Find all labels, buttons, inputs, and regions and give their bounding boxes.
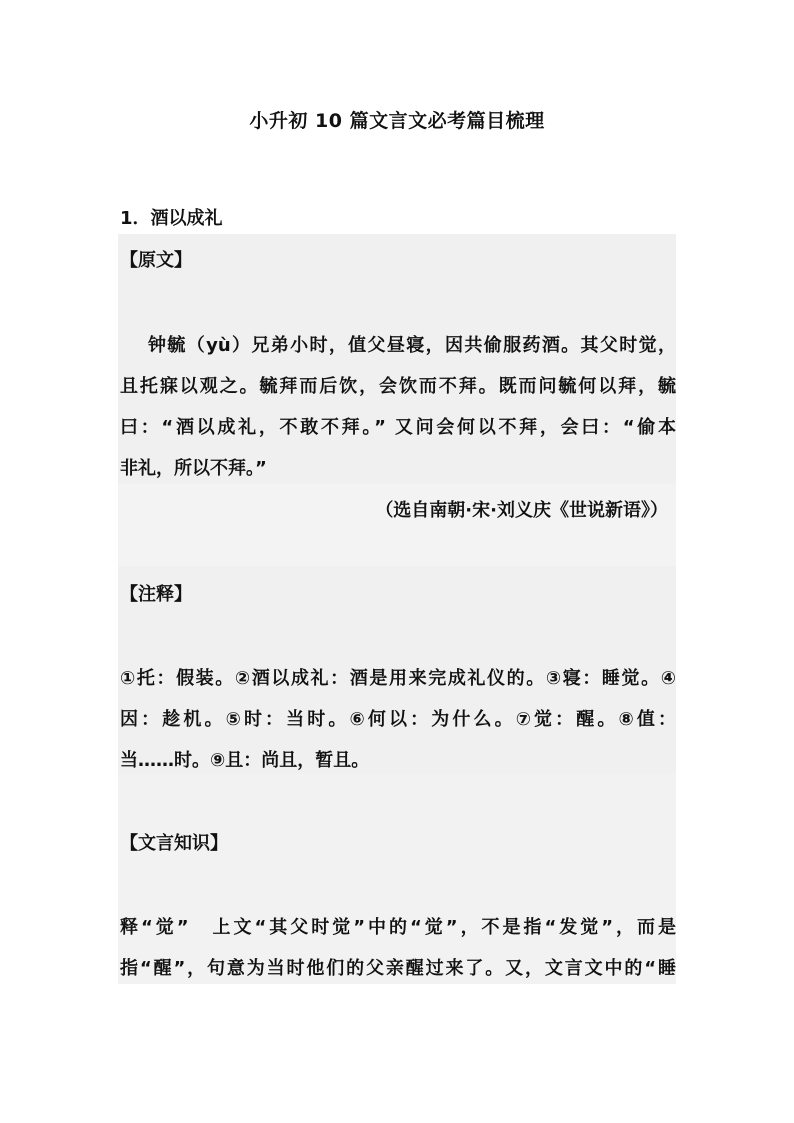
notes-label: 【注释】 [120, 584, 192, 605]
section-title: 酒以成礼 [150, 208, 223, 229]
knowledge-shade [118, 774, 676, 984]
original-line-1: 钟毓（yù）兄弟小时，值父昼寝，因共偷服药酒。其父时觉， [148, 335, 676, 356]
original-label: 【原文】 [120, 250, 192, 271]
notes-line-1: ①托：假装。②酒以成礼：酒是用来完成礼仪的。③寝：睡觉。④ [120, 668, 676, 689]
original-line-4: 非礼，所以不拜。” [120, 458, 267, 479]
source-citation: （选自南朝·宋·刘义庆《世说新语》） [375, 500, 668, 521]
original-line-3: 曰：“酒以成礼，不敢不拜。” 又问会何以不拜，会曰：“偷本 [120, 417, 676, 438]
original-shade [118, 234, 676, 484]
section-heading [120, 204, 223, 230]
knowledge-label: 【文言知识】 [120, 833, 228, 854]
document-title: 小升初 10 篇文言文必考篇目梳理 [249, 110, 545, 132]
knowledge-line-1: 释“觉” 上文“其父时觉”中的“觉”，不是指“发觉”，而是 [120, 917, 676, 938]
knowledge-line-2: 指“醒”，句意为当时他们的父亲醒过来了。又，文言文中的“睡 [120, 958, 676, 979]
section-number: 1． [120, 208, 151, 229]
notes-line-3: 当……时。⑨且：尚且，暂且。 [120, 750, 370, 771]
notes-line-2: 因：趁机。⑤时：当时。⑥何以：为什么。⑦觉：醒。⑧值： [120, 709, 676, 730]
original-line-2: 且托寐以观之。毓拜而后饮，会饮而不拜。既而问毓何以拜，毓 [120, 376, 676, 397]
